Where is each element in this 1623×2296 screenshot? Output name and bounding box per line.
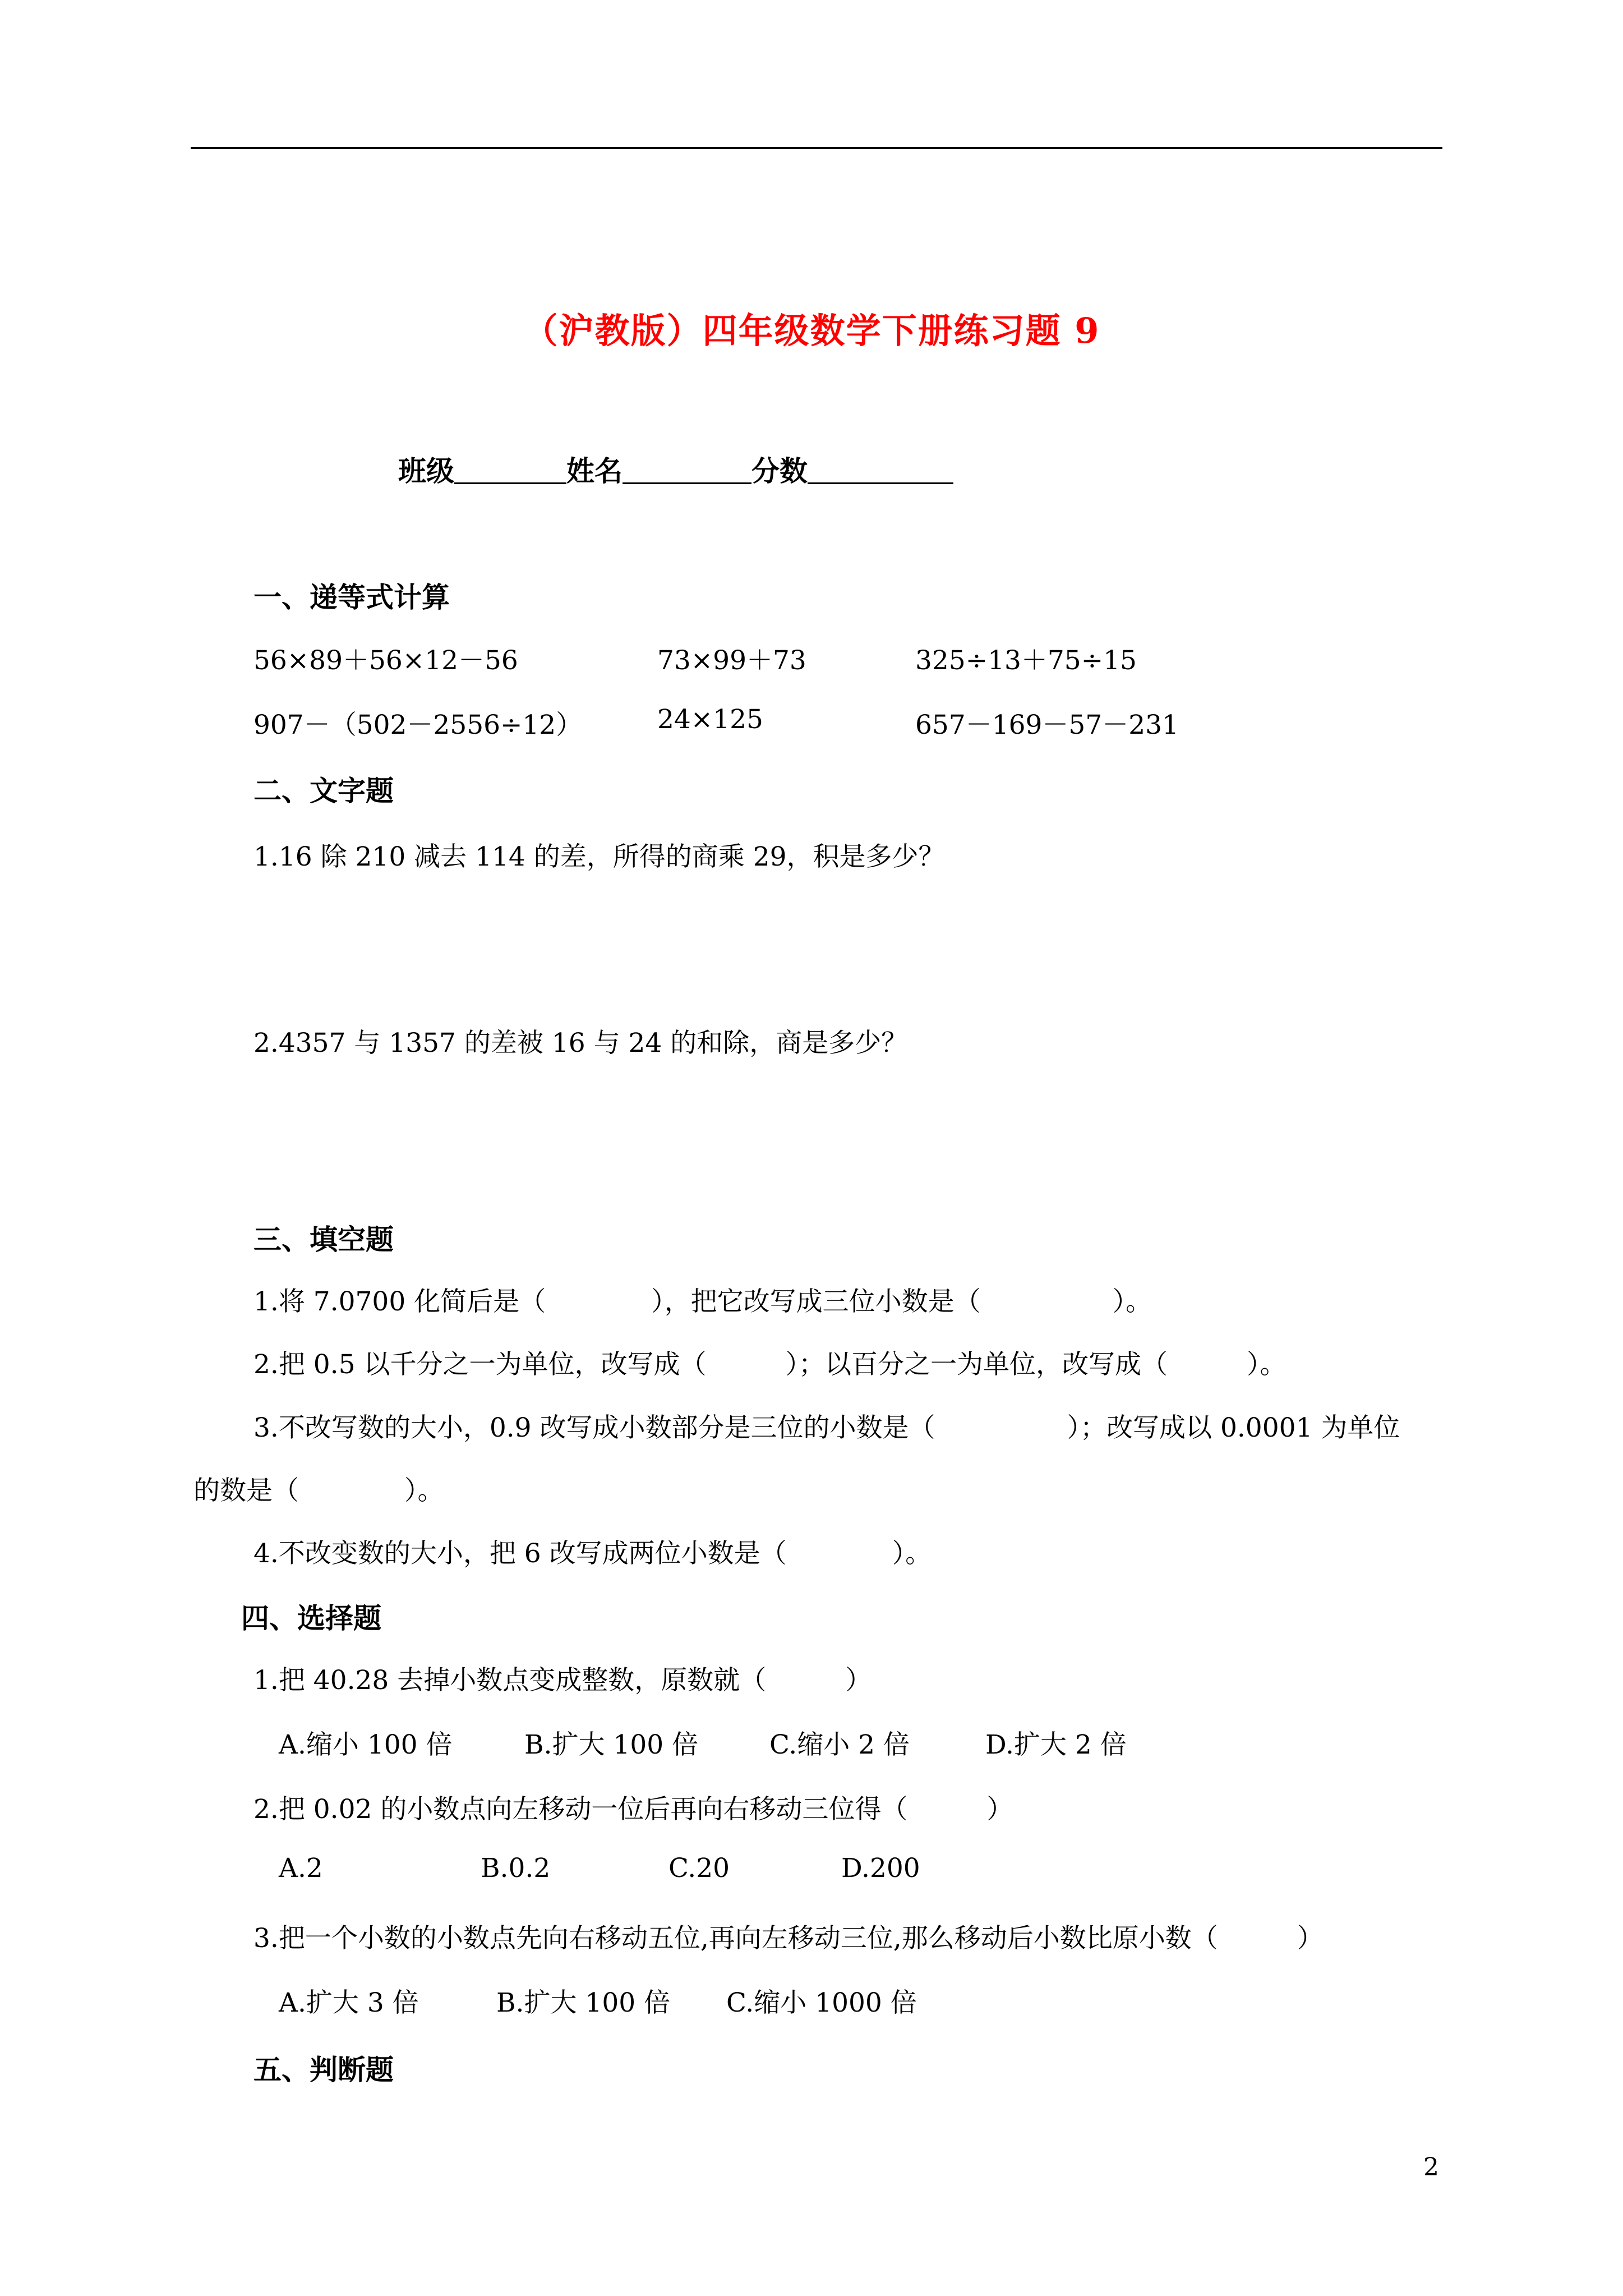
choice-1-option-d: D.扩大 2 倍 bbox=[985, 1729, 1127, 1760]
section4-heading: 四、选择题 bbox=[241, 1602, 381, 1635]
section2-heading: 二、文字题 bbox=[253, 774, 394, 807]
fill-question-3-line1: 3.不改写数的大小，0.9 改写成小数部分是三位的小数是（ ）；改写成以 0.0001 为单位 bbox=[253, 1412, 1400, 1443]
choice-2-option-c: C.20 bbox=[668, 1853, 730, 1884]
choice-3-option-a: A.扩大 3 倍 bbox=[279, 1987, 419, 2018]
calc-5: 24×125 bbox=[657, 704, 763, 735]
choice-1-option-a: A.缩小 100 倍 bbox=[279, 1729, 453, 1760]
calc-6: 657－169－57－231 bbox=[915, 710, 1179, 740]
page-title: （沪教版）四年级数学下册练习题 9 bbox=[523, 310, 1100, 351]
word-problem-2: 2.4357 与 1357 的差被 16 与 24 的和除，商是多少？ bbox=[253, 1028, 908, 1059]
class-label: 班级 bbox=[398, 454, 454, 487]
fill-question-4: 4.不改变数的大小，把 6 改写成两位小数是（ ）。 bbox=[253, 1538, 932, 1569]
choice-1-option-c: C.缩小 2 倍 bbox=[769, 1729, 910, 1760]
choice-2-option-b: B.0.2 bbox=[481, 1853, 551, 1884]
class-blank[interactable] bbox=[454, 455, 566, 484]
header-rule bbox=[191, 147, 1442, 149]
choice-question-1: 1.把 40.28 去掉小数点变成整数，原数就（ ） bbox=[253, 1665, 872, 1696]
choice-3-option-c: C.缩小 1000 倍 bbox=[726, 1987, 917, 2018]
calc-3: 325÷13＋75÷15 bbox=[915, 645, 1137, 676]
name-label: 姓名 bbox=[566, 454, 623, 487]
section5-heading: 五、判断题 bbox=[253, 2053, 394, 2086]
choice-1-option-b: B.扩大 100 倍 bbox=[524, 1729, 699, 1760]
choice-2-option-d: D.200 bbox=[841, 1853, 920, 1884]
section1-heading: 一、递等式计算 bbox=[253, 581, 450, 614]
section3-heading: 三、填空题 bbox=[253, 1223, 394, 1256]
calc-2: 73×99＋73 bbox=[657, 645, 806, 676]
choice-question-3: 3.把一个小数的小数点先向右移动五位,再向左移动三位,那么移动后小数比原小数（ ） bbox=[253, 1923, 1324, 1954]
calc-4: 907－（502－2556÷12） bbox=[253, 710, 583, 740]
choice-2-option-a: A.2 bbox=[279, 1853, 323, 1884]
choice-question-2: 2.把 0.02 的小数点向左移动一位后再向右移动三位得（ ） bbox=[253, 1794, 1013, 1825]
student-info-line bbox=[398, 449, 953, 489]
fill-question-3-line2: 的数是（ ）。 bbox=[193, 1475, 444, 1506]
name-blank[interactable] bbox=[623, 455, 751, 484]
fill-question-2: 2.把 0.5 以千分之一为单位，改写成（ ）；以百分之一为单位，改写成（ ）。 bbox=[253, 1349, 1287, 1380]
calc-1: 56×89＋56×12－56 bbox=[253, 645, 518, 676]
word-problem-1: 1.16 除 210 减去 114 的差，所得的商乘 29，积是多少？ bbox=[253, 841, 945, 872]
score-blank[interactable] bbox=[808, 455, 953, 484]
page-number: 2 bbox=[1423, 2153, 1439, 2182]
fill-question-1: 1.将 7.0700 化简后是（ ），把它改写成三位小数是（ ）。 bbox=[253, 1286, 1152, 1317]
score-label: 分数 bbox=[751, 454, 808, 487]
choice-3-option-b: B.扩大 100 倍 bbox=[496, 1987, 671, 2018]
